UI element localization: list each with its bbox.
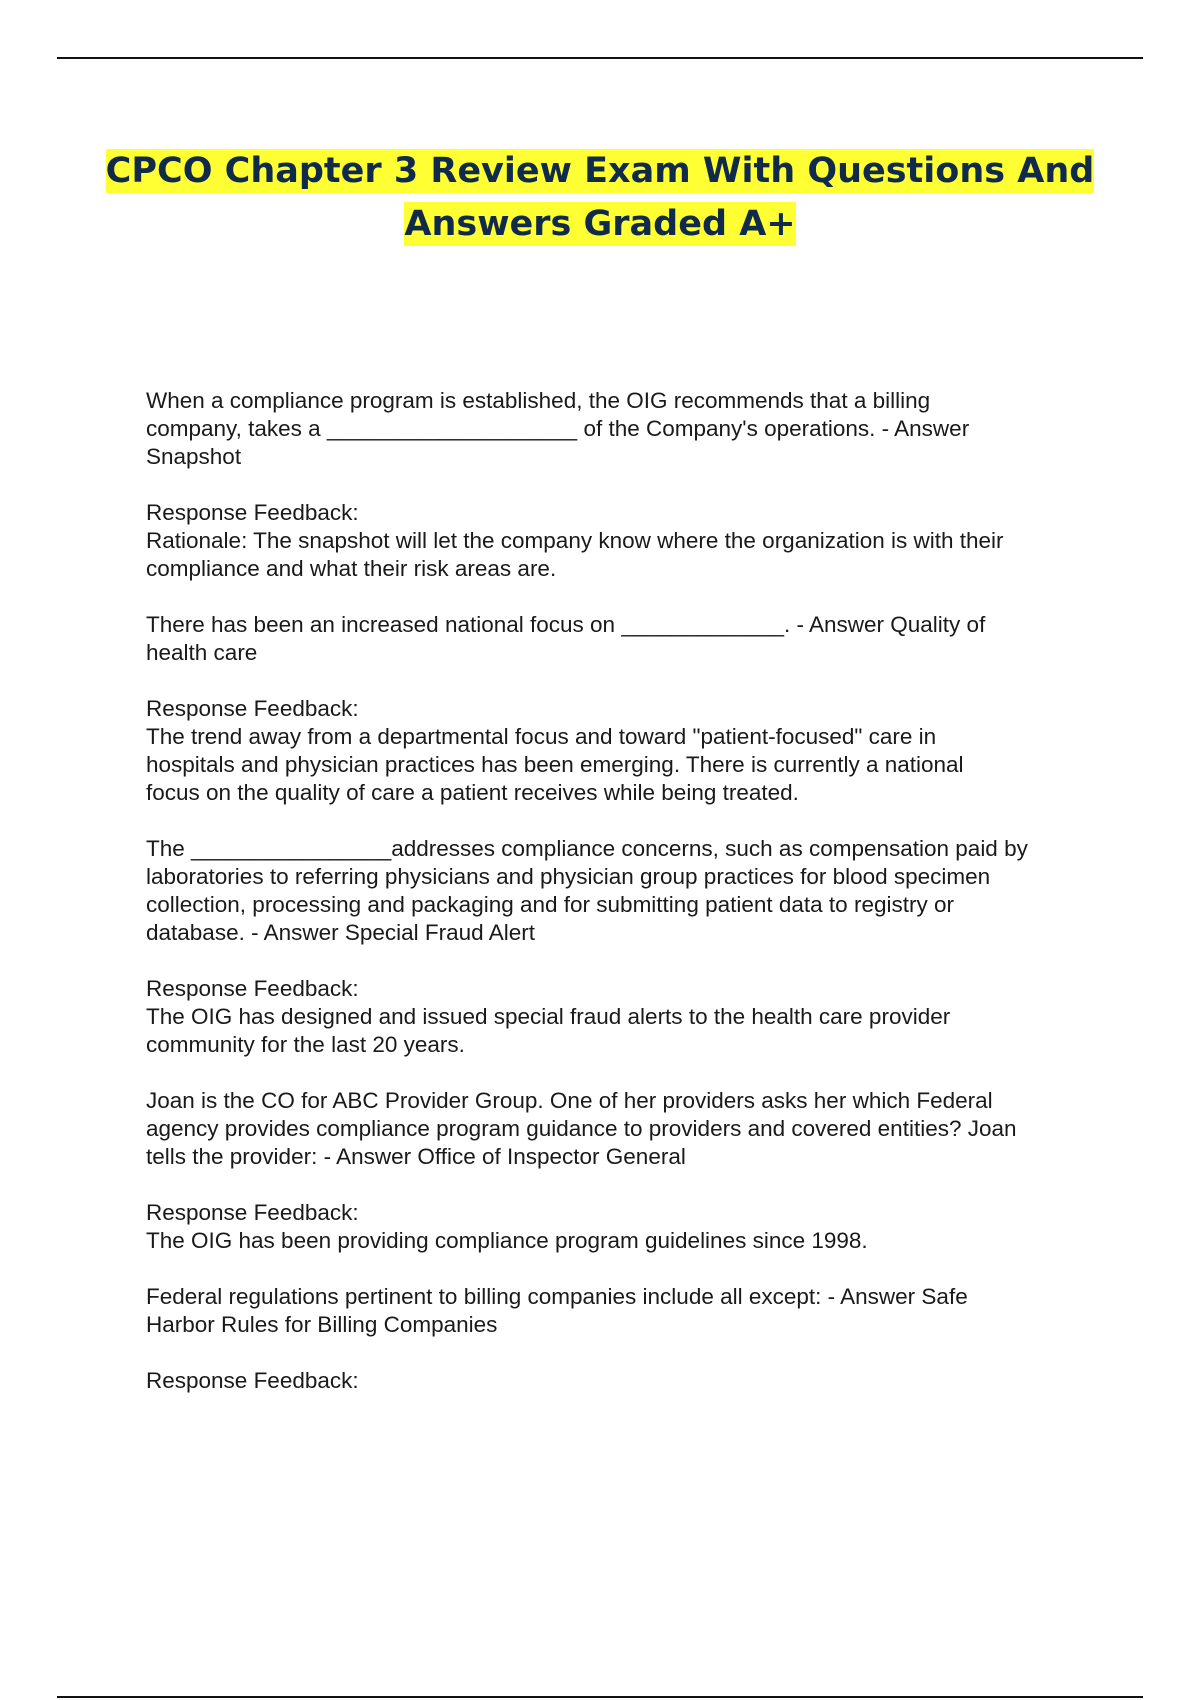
question-1: When a compliance program is established, the OIG recommends that a billing company, takes a ____________________ of the Company's operations. - Answer Snapshot xyxy=(146,388,970,469)
question-5: Federal regulations pertinent to billing companies include all except: - Answer Safe Harbor Rules for Billing Companies xyxy=(146,1284,968,1337)
feedback-4: Response Feedback: The OIG has been providing compliance program guidelines since 1998. xyxy=(146,1200,868,1253)
feedback-5: Response Feedback: xyxy=(146,1368,359,1393)
question-2: There has been an increased national focus on _____________. - Answer Quality of health care xyxy=(146,612,986,665)
bottom-divider xyxy=(57,1696,1143,1698)
feedback-2: Response Feedback: The trend away from a departmental focus and toward "patient-focused" care in hospitals and physician practices has been emerging. There is currently a national focus on the quality of care a patient receives while being treated. xyxy=(146,696,964,805)
document-title-text: CPCO Chapter 3 Review Exam With Questions And Answers Graded A+ xyxy=(105,151,1095,244)
document-body xyxy=(146,387,1086,1423)
feedback-3: Response Feedback: The OIG has designed and issued special fraud alerts to the health care provider community for the last 20 years. xyxy=(146,976,951,1057)
question-3: The ________________addresses compliance concerns, such as compensation paid by laboratories to referring physicians and physician group practices for blood specimen collection, processing and packaging and for submitting patient data to registry or database. - Answer Special Fraud Alert xyxy=(146,836,1028,945)
question-4: Joan is the CO for ABC Provider Group. One of her providers asks her which Federal agency provides compliance program guidance to providers and covered entities? Joan tells the provider: - Answer Office of Inspector General xyxy=(146,1088,1017,1169)
document-title xyxy=(100,145,1100,251)
top-divider xyxy=(57,57,1143,59)
feedback-1: Response Feedback: Rationale: The snapshot will let the company know where the organization is with their compliance and what their risk areas are. xyxy=(146,500,1004,581)
